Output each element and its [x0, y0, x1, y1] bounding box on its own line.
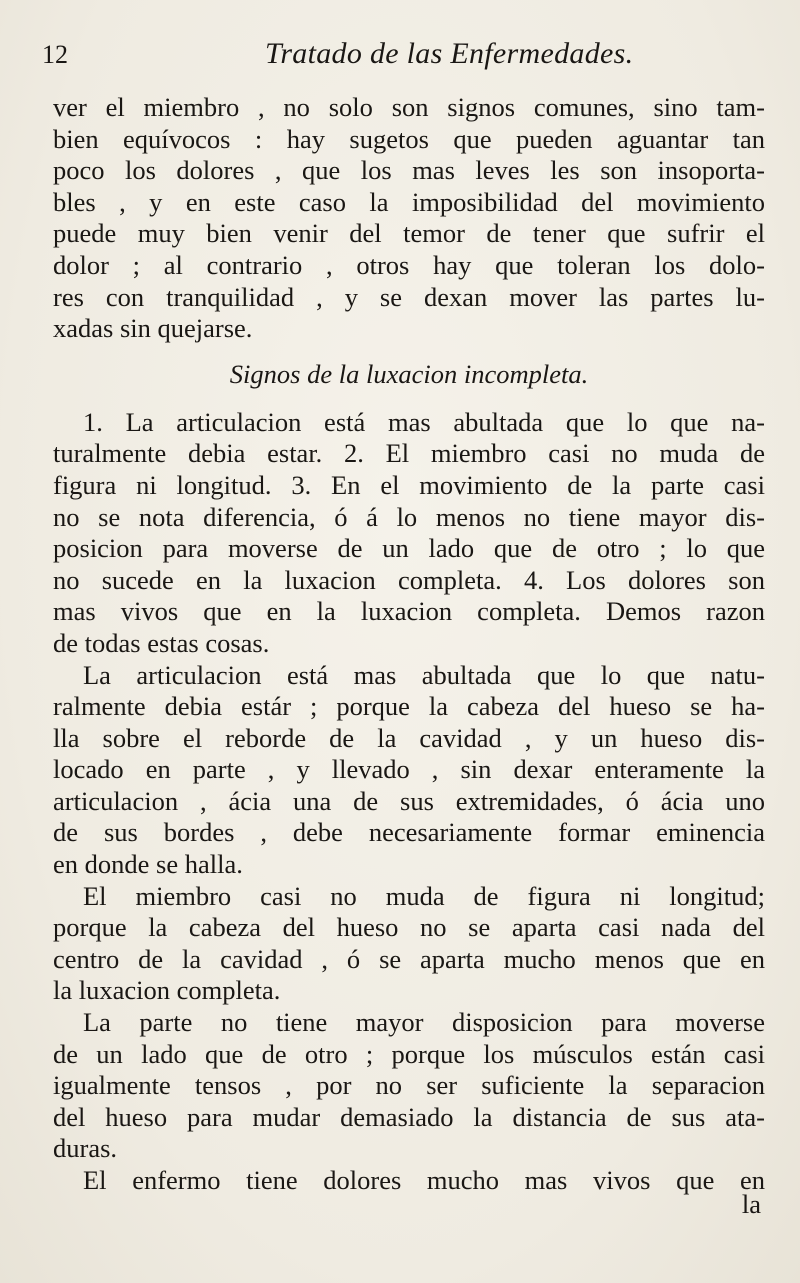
text-line: no sucede en la luxacion completa. 4. Los dolores son — [53, 564, 765, 595]
text-line: figura ni longitud. 3. En el movimiento de la parte casi — [53, 469, 765, 500]
text-line: El miembro casi no muda de figura ni longitud; — [83, 880, 765, 911]
text-line: bles , y en este caso la imposibilidad del movimiento — [53, 186, 765, 217]
body-text — [53, 92, 765, 1220]
paragraph — [53, 1007, 765, 1165]
text-line: 1. La articulacion está mas abultada que lo que na- — [83, 406, 765, 437]
text-line: poco los dolores , que los mas leves les son insoporta- — [53, 155, 765, 186]
text-line: ralmente debia estár ; porque la cabeza del hueso se ha- — [53, 691, 765, 722]
text-line: La articulacion está mas abultada que lo que natu- — [83, 659, 765, 690]
paragraph — [53, 881, 765, 1007]
text-line: lla sobre el reborde de la cavidad , y un hueso dis- — [53, 722, 765, 753]
text-line: dolor ; al contrario , otros hay que toleran los dolo- — [53, 249, 765, 280]
section-heading: Signos de la luxacion incompleta. — [229, 358, 589, 389]
text-line: de sus bordes , debe necesariamente formar eminencia — [53, 817, 765, 848]
text-line: centro de la cavidad , ó se aparta mucho menos que en — [53, 943, 765, 974]
page-header — [40, 37, 760, 80]
text-line: duras. — [53, 1133, 118, 1164]
page-number: 12 — [42, 40, 68, 69]
text-line: de todas estas cosas. — [53, 627, 270, 658]
paragraph — [53, 660, 765, 881]
paragraph — [53, 407, 765, 660]
text-line: mas vivos que en la luxacion completa. Demos razon — [53, 596, 765, 627]
text-line: de un lado que de otro ; porque los músculos están casi — [53, 1038, 765, 1069]
text-line: no se nota diferencia, ó á lo menos no tiene mayor dis- — [53, 501, 765, 532]
text-line: posicion para moverse de un lado que de otro ; lo que — [53, 533, 765, 564]
text-line: El enfermo tiene dolores mucho mas vivos que en — [83, 1165, 765, 1195]
paragraph — [53, 92, 765, 345]
text-line: locado en parte , y llevado , sin dexar enteramente la — [53, 754, 765, 785]
text-line: La parte no tiene mayor disposicion para moverse — [83, 1007, 765, 1038]
text-line: xadas sin quejarse. — [53, 313, 253, 344]
text-line: res con tranquilidad , y se dexan mover las partes lu- — [53, 281, 765, 312]
text-line: la luxacion completa. — [53, 975, 281, 1006]
text-line: articulacion , ácia una de sus extremidades, ó ácia uno — [53, 785, 765, 816]
text-line: en donde se halla. — [53, 849, 243, 880]
paragraph — [53, 1165, 765, 1197]
running-title: Tratado de las Enfermedades. — [265, 37, 634, 70]
text-line: bien equívocos : hay sugetos que pueden aguantar tan — [53, 123, 765, 154]
text-line: ver el miembro , no solo son signos comunes, sino tam- — [53, 92, 765, 122]
text-line: igualmente tensos , por no ser suficiente la separacion — [53, 1070, 765, 1101]
text-line: turalmente debia estar. 2. El miembro casi no muda de — [53, 438, 765, 469]
text-line: porque la cabeza del hueso no se aparta casi nada del — [53, 912, 765, 943]
text-line: del hueso para mudar demasiado la distancia de sus ata- — [53, 1101, 765, 1132]
catchword: la — [741, 1188, 761, 1219]
text-line: puede muy bien venir del temor de tener que sufrir el — [53, 218, 765, 249]
